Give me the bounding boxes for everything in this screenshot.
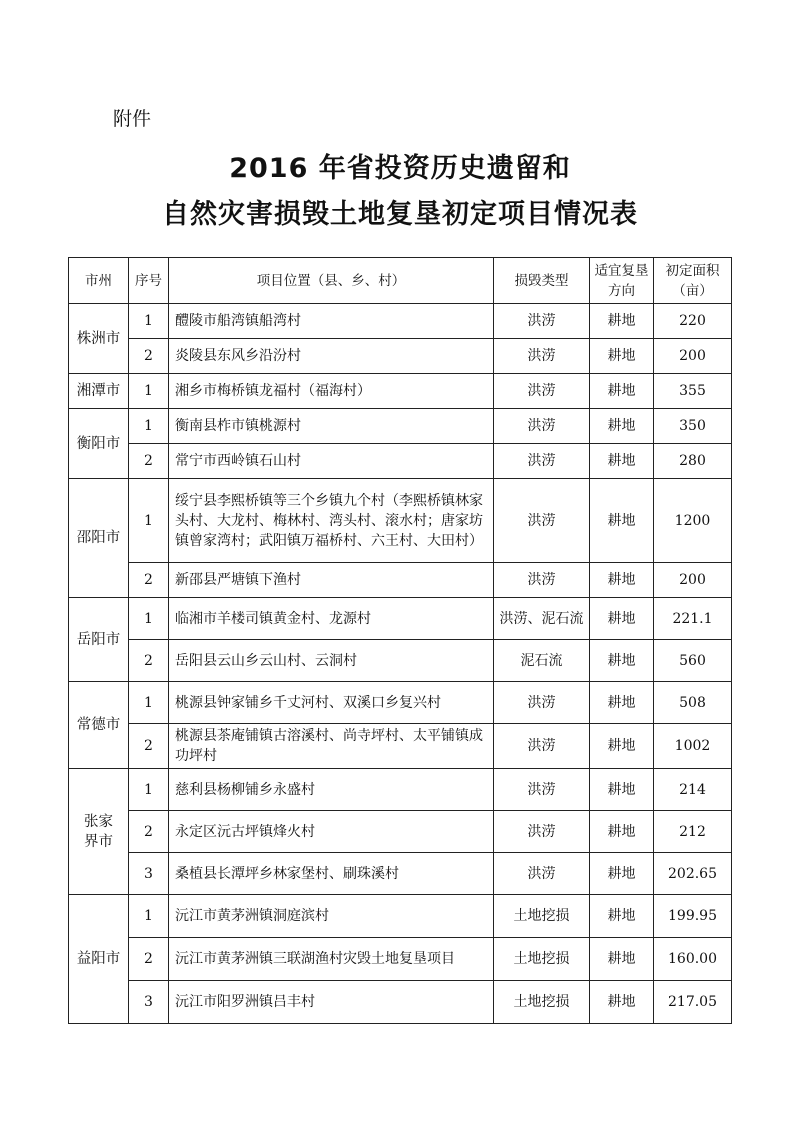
cell-direction: 耕地 (590, 304, 654, 339)
cell-seq: 1 (129, 374, 169, 409)
cell-seq: 2 (129, 640, 169, 682)
table-row (69, 444, 732, 479)
cell-area: 200 (654, 563, 732, 598)
cell-direction: 耕地 (590, 444, 654, 479)
table-row (69, 479, 732, 563)
cell-seq: 1 (129, 304, 169, 339)
table-row (69, 853, 732, 895)
cell-city: 湘潭市 (69, 374, 129, 409)
cell-damage-type: 洪涝 (494, 724, 590, 769)
cell-seq: 1 (129, 598, 169, 640)
cell-seq: 1 (129, 682, 169, 724)
cell-direction: 耕地 (590, 563, 654, 598)
header-city: 市州 (69, 258, 129, 304)
table-row (69, 811, 732, 853)
cell-damage-type: 洪涝 (494, 374, 590, 409)
table-row (69, 598, 732, 640)
cell-damage-type: 土地挖损 (494, 938, 590, 981)
cell-area: 560 (654, 640, 732, 682)
cell-location: 绥宁县李熙桥镇等三个乡镇九个村（李熙桥镇林家头村、大龙村、梅林村、湾头村、滚水村；唐家坊镇曾家湾村；武阳镇万福桥村、六王村、大田村） (169, 479, 494, 563)
cell-location: 沅江市黄茅洲镇三联湖渔村灾毁土地复垦项目 (169, 938, 494, 981)
cell-area: 508 (654, 682, 732, 724)
cell-direction: 耕地 (590, 811, 654, 853)
table-row (69, 304, 732, 339)
cell-seq: 2 (129, 563, 169, 598)
cell-city: 衡阳市 (69, 409, 129, 479)
cell-seq: 3 (129, 981, 169, 1024)
cell-seq: 2 (129, 444, 169, 479)
table-row (69, 724, 732, 769)
cell-damage-type: 土地挖损 (494, 981, 590, 1024)
table-row (69, 374, 732, 409)
cell-area: 280 (654, 444, 732, 479)
attachment-label: 附件 (113, 108, 152, 130)
table-row (69, 981, 732, 1024)
cell-direction: 耕地 (590, 598, 654, 640)
table-row (69, 409, 732, 444)
cell-direction: 耕地 (590, 938, 654, 981)
cell-city: 株洲市 (69, 304, 129, 374)
table-row (69, 682, 732, 724)
cell-location: 永定区沅古坪镇烽火村 (169, 811, 494, 853)
cell-city: 岳阳市 (69, 598, 129, 682)
cell-area: 350 (654, 409, 732, 444)
cell-seq: 1 (129, 479, 169, 563)
cell-location: 慈利县杨柳铺乡永盛村 (169, 769, 494, 811)
cell-location: 临湘市羊楼司镇黄金村、龙源村 (169, 598, 494, 640)
table-row (69, 563, 732, 598)
cell-city: 常德市 (69, 682, 129, 769)
cell-damage-type: 洪涝 (494, 479, 590, 563)
table-row (69, 938, 732, 981)
cell-damage-type: 洪涝 (494, 811, 590, 853)
cell-seq: 2 (129, 938, 169, 981)
cell-location: 桃源县茶庵铺镇古溶溪村、尚寺坪村、太平铺镇成功坪村 (169, 724, 494, 769)
cell-area: 200 (654, 339, 732, 374)
cell-seq: 1 (129, 895, 169, 938)
table-header-row (69, 258, 732, 304)
header-damage-type: 损毁类型 (494, 258, 590, 304)
document-title-line-1: 2016 年省投资历史遗留和 (229, 153, 571, 184)
cell-location: 新邵县严塘镇下渔村 (169, 563, 494, 598)
cell-seq: 2 (129, 724, 169, 769)
cell-area: 160.00 (654, 938, 732, 981)
cell-damage-type: 洪涝 (494, 769, 590, 811)
cell-area: 199.95 (654, 895, 732, 938)
cell-location: 岳阳县云山乡云山村、云洞村 (169, 640, 494, 682)
cell-area: 221.1 (654, 598, 732, 640)
cell-location: 湘乡市梅桥镇龙福村（福海村） (169, 374, 494, 409)
header-location: 项目位置（县、乡、村） (169, 258, 494, 304)
cell-location: 桑植县长潭坪乡林家堡村、刷珠溪村 (169, 853, 494, 895)
table-row (69, 769, 732, 811)
cell-area: 212 (654, 811, 732, 853)
cell-direction: 耕地 (590, 682, 654, 724)
cell-damage-type: 洪涝 (494, 853, 590, 895)
cell-damage-type: 洪涝 (494, 563, 590, 598)
cell-direction: 耕地 (590, 479, 654, 563)
cell-damage-type: 洪涝 (494, 304, 590, 339)
cell-damage-type: 洪涝 (494, 409, 590, 444)
table-row (69, 640, 732, 682)
cell-seq: 2 (129, 811, 169, 853)
table-body (69, 304, 732, 1024)
cell-direction: 耕地 (590, 374, 654, 409)
cell-location: 醴陵市船湾镇船湾村 (169, 304, 494, 339)
cell-direction: 耕地 (590, 853, 654, 895)
cell-damage-type: 土地挖损 (494, 895, 590, 938)
cell-location: 桃源县钟家铺乡千丈河村、双溪口乡复兴村 (169, 682, 494, 724)
cell-direction: 耕地 (590, 724, 654, 769)
table-row (69, 339, 732, 374)
cell-damage-type: 泥石流 (494, 640, 590, 682)
cell-area: 217.05 (654, 981, 732, 1024)
header-direction: 适宜复垦方向 (590, 258, 654, 304)
cell-area: 220 (654, 304, 732, 339)
cell-city: 张家界市 (69, 769, 129, 895)
cell-location: 炎陵县东风乡沿汾村 (169, 339, 494, 374)
cell-damage-type: 洪涝 (494, 339, 590, 374)
cell-location: 沅江市阳罗洲镇吕丰村 (169, 981, 494, 1024)
cell-direction: 耕地 (590, 981, 654, 1024)
cell-seq: 1 (129, 409, 169, 444)
cell-damage-type: 洪涝 (494, 682, 590, 724)
header-area: 初定面积（亩） (654, 258, 732, 304)
cell-direction: 耕地 (590, 769, 654, 811)
cell-location: 沅江市黄茅洲镇洞庭滨村 (169, 895, 494, 938)
cell-area: 1002 (654, 724, 732, 769)
document-title-line-2: 自然灾害损毁土地复垦初定项目情况表 (162, 199, 638, 230)
table-row (69, 895, 732, 938)
cell-seq: 2 (129, 339, 169, 374)
cell-damage-type: 洪涝、泥石流 (494, 598, 590, 640)
cell-area: 1200 (654, 479, 732, 563)
cell-location: 常宁市西岭镇石山村 (169, 444, 494, 479)
cell-area: 355 (654, 374, 732, 409)
cell-city: 益阳市 (69, 895, 129, 1024)
cell-direction: 耕地 (590, 409, 654, 444)
cell-direction: 耕地 (590, 895, 654, 938)
cell-direction: 耕地 (590, 640, 654, 682)
cell-damage-type: 洪涝 (494, 444, 590, 479)
cell-area: 214 (654, 769, 732, 811)
project-table (68, 257, 732, 1024)
header-seq: 序号 (129, 258, 169, 304)
cell-location: 衡南县柞市镇桃源村 (169, 409, 494, 444)
cell-city: 邵阳市 (69, 479, 129, 598)
cell-direction: 耕地 (590, 339, 654, 374)
cell-seq: 3 (129, 853, 169, 895)
cell-area: 202.65 (654, 853, 732, 895)
cell-seq: 1 (129, 769, 169, 811)
